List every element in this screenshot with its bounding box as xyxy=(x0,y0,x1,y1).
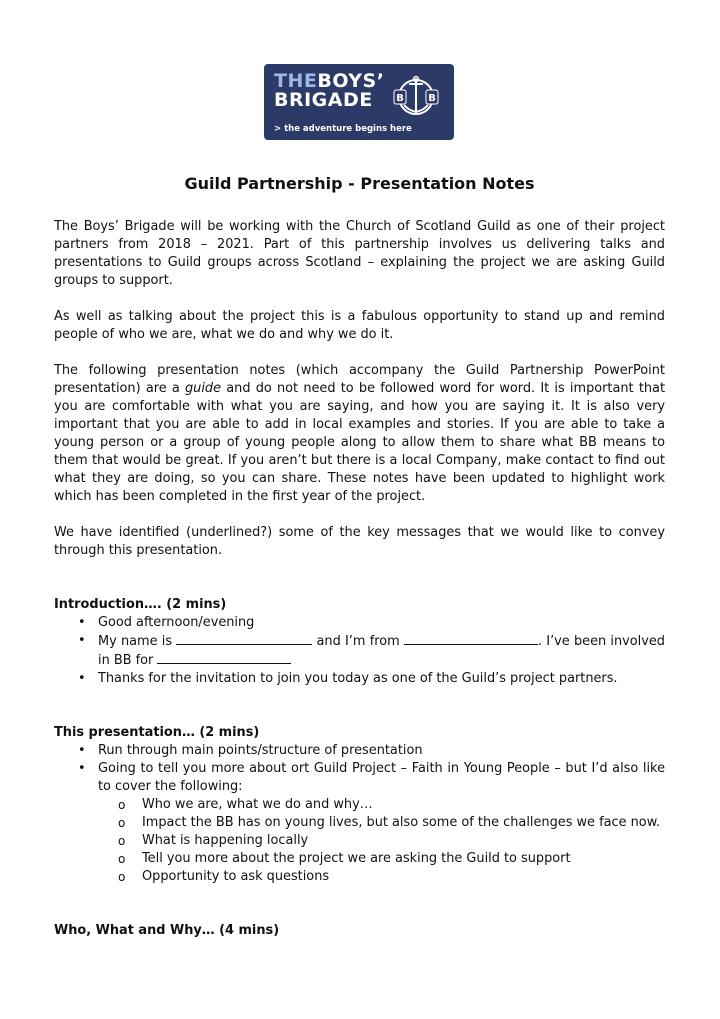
logo-tagline: > the adventure begins here xyxy=(274,124,412,134)
list-item xyxy=(54,670,665,688)
document-body xyxy=(54,170,665,940)
list-item xyxy=(54,614,665,632)
section-heading-who-what-why: Who, What and Why… (4 mins) xyxy=(54,923,280,938)
spacer xyxy=(54,578,665,596)
spacer xyxy=(54,886,665,922)
section-heading-this-presentation: This presentation… (2 mins) xyxy=(54,725,260,740)
list-item-text: Thanks for the invitation to join you today as one of the Guild’s project partners. xyxy=(98,671,618,686)
sub-list-item: o Impact the BB has on young lives, but also some of the challenges we face now. xyxy=(98,814,665,832)
list-item-text: Good afternoon/evening xyxy=(98,615,255,630)
page-title: Guild Partnership - Presentation Notes xyxy=(184,174,535,193)
sub-list-item: o Who we are, what we do and why… xyxy=(98,796,665,814)
logo-the: THE xyxy=(274,70,318,92)
list-item xyxy=(54,742,665,760)
introduction-list xyxy=(54,614,665,688)
logo-row xyxy=(274,72,444,120)
paragraph-intro: The Boys’ Brigade will be working with the Church of Scotland Guild as one of their project partners from 2018 – 2021. Part of this partnership involves us delivering talks and presentations to Guild groups across Scotland – explaining the project we are asking Guild groups to support. xyxy=(54,219,665,288)
anchor-emblem-icon xyxy=(390,74,442,120)
blank-years-line xyxy=(157,651,291,664)
paragraph-guide xyxy=(54,362,665,506)
boys-brigade-logo xyxy=(264,64,454,140)
list-item xyxy=(54,632,665,670)
paragraph-key-messages: We have identified (underlined?) some of the key messages that we would like to convey through this presentation. xyxy=(54,525,665,558)
list-item-text: . I’ve been involved in BB for xyxy=(98,634,665,668)
emblem-letter-right: B xyxy=(428,93,437,104)
presentation-list xyxy=(54,742,665,886)
list-item-text: and I’m from xyxy=(312,634,404,649)
list-item xyxy=(54,760,665,886)
logo-wordmark xyxy=(274,72,384,110)
blank-name-line xyxy=(176,632,312,645)
presentation-sublist xyxy=(98,796,665,886)
logo-line-2: BRIGADE xyxy=(274,89,373,111)
list-item-text: Going to tell you more about ort Guild Project – Faith in Young People – but I’d also like to cover the following: xyxy=(98,761,665,794)
guide-italic: guide xyxy=(185,381,222,396)
paragraph-opportunity: As well as talking about the project this is a fabulous opportunity to stand up and remind people of who we are, what we do and why we do it. xyxy=(54,309,665,342)
sub-list-item: o Opportunity to ask questions xyxy=(98,868,665,886)
blank-location-line xyxy=(404,632,538,645)
guide-text-before: The following presentation notes (which accompany the Guild Partnership PowerPoint presentation) are a xyxy=(54,363,665,396)
list-item-text: My name is xyxy=(98,634,177,649)
sub-list-item: o What is happening locally xyxy=(98,832,665,850)
logo-boys: BOYS’ xyxy=(317,70,385,92)
section-heading-introduction: Introduction…. (2 mins) xyxy=(54,597,227,612)
sub-list-item: o Tell you more about the project we are asking the Guild to support xyxy=(98,850,665,868)
spacer xyxy=(54,688,665,724)
list-item-text: Run through main points/structure of presentation xyxy=(98,743,423,758)
emblem-letter-left: B xyxy=(396,93,405,104)
guide-text-after: and do not need to be followed word for word. It is important that you are comfortable with what you are saying, and how you are saying it. It is also very important that you are able to add in local examples and stories. If you are able to take a young person or a group of young people along to allow them to share what BB means to them that would be great. If you aren’t but there is a local Company, make contact to find out what they are doing, so you can share. These notes have been updated to highlight work which has been completed in the first year of the project. xyxy=(54,381,665,504)
